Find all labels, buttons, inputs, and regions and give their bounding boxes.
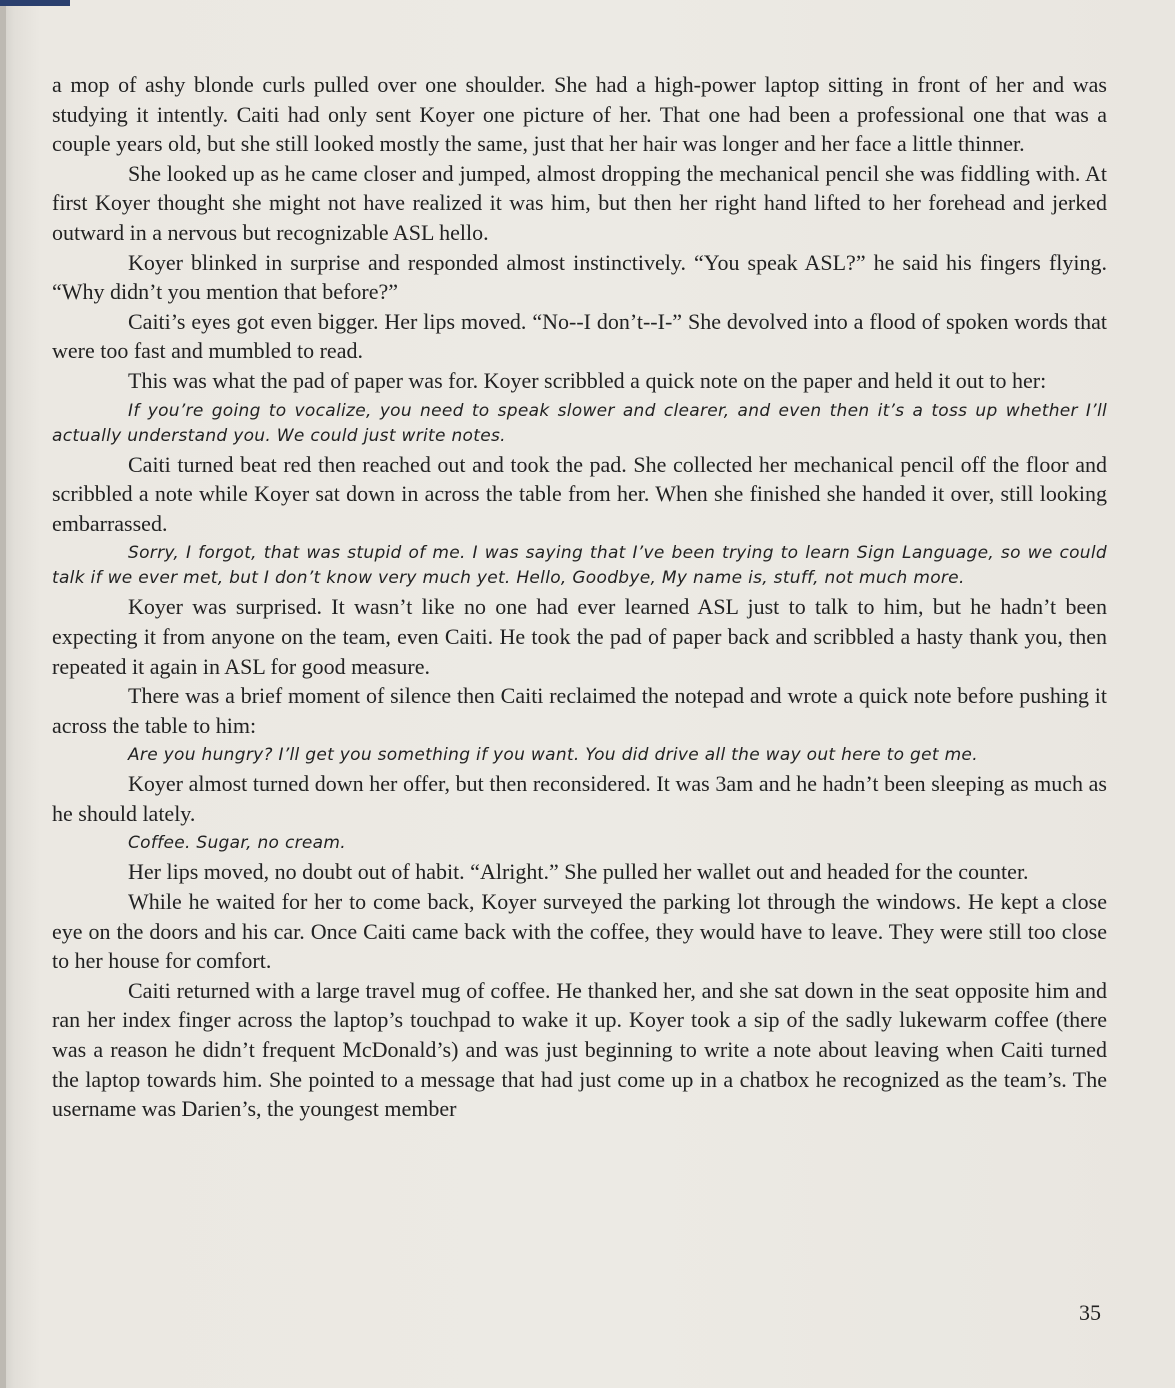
paragraph: Koyer blinked in surprise and responded almost instinctively. “You speak ASL?” he said his fingers flying. “Why didn’t you mention that before?” — [52, 249, 1107, 305]
page-number: 35 — [1079, 1300, 1101, 1325]
paragraph: a mop of ashy blonde curls pulled over one shoulder. She had a high-power laptop sitting in front of her and was studying it intently. Caiti had only sent Koyer one picture of her. That one had been a professional one that was a couple years old, but she still looked mostly the same, just that her hair was longer and her face a little thinner. — [52, 72, 1107, 157]
handwritten-note: Are you hungry? I’ll get you something if you want. You did drive all the way out here to get me. — [128, 745, 978, 766]
paragraph: There was a brief moment of silence then Caiti reclaimed the notepad and wrote a quick note before pushing it across the table to him: — [52, 683, 1107, 738]
binding-edge — [0, 0, 6, 1388]
handwritten-note: Coffee. Sugar, no cream. — [128, 833, 346, 854]
paragraph: Koyer was surprised. It wasn’t like no one had ever learned ASL just to talk to him, but he hadn’t been expecting it from anyone on the team, even Caiti. He took the pad of paper back and scribbled a hasty thank you, then repeated it again in ASL for good measure. — [52, 594, 1107, 679]
handwritten-note: If you’re going to vocalize, you need to speak slower and clearer, and even then it’s a toss up whether I’ll actually understand you. We could just write notes. — [52, 400, 1107, 446]
paragraph: Caiti turned beat red then reached out and took the pad. She collected her mechanical pencil off the floor and scribbled a note while Koyer sat down in across the table from her. When she finished she handed it over, still looking embarrassed. — [52, 451, 1107, 536]
paragraph: Koyer almost turned down her offer, but then reconsidered. It was 3am and he hadn’t been sleeping as much as he should lately. — [52, 771, 1107, 826]
paragraph: Her lips moved, no doubt out of habit. “Alright.” She pulled her wallet out and headed for the counter. — [128, 859, 1029, 885]
paragraph: While he waited for her to come back, Koyer surveyed the parking lot through the windows. He kept a close eye on the doors and his car. Once Caiti came back with the coffee, they would have to leave. They were still too close to her house for comfort. — [52, 889, 1107, 974]
paragraph: She looked up as he came closer and jumped, almost dropping the mechanical pencil she was fiddling with. At first Koyer thought she might not have realized it was him, but then her right hand lifted to her forehead and jerked outward in a nervous but recognizable ASL hello. — [52, 160, 1107, 245]
paragraph: This was what the pad of paper was for. Koyer scribbled a quick note on the paper and held it out to her: — [128, 367, 1047, 393]
paragraph: Caiti returned with a large travel mug of coffee. He thanked her, and she sat down in the seat opposite him and ran her index finger across the laptop’s touchpad to wake it up. Koyer took a sip of the sadly lukewarm coffee (there was a reason he didn’t frequent McDonald’s) and was just beginning to write a note about leaving when Caiti turned the laptop towards him. She pointed to a message that had just come up in a chatbox he recognized as the team’s. The username was Darien’s, the youngest member — [52, 977, 1107, 1122]
paragraph: Caiti’s eyes got even bigger. Her lips moved. “No--I don’t--I-” She devolved into a flood of spoken words that were too fast and mumbled to read. — [52, 308, 1107, 364]
top-edge-mark — [0, 0, 70, 6]
handwritten-note: Sorry, I forgot, that was stupid of me. I was saying that I’ve been trying to learn Sign Language, so we could talk if we ever met, but I don’t know very much yet. Hello, Goodbye, My name is, stuff, not much more. — [52, 543, 1107, 589]
body-text — [52, 70, 1107, 1124]
